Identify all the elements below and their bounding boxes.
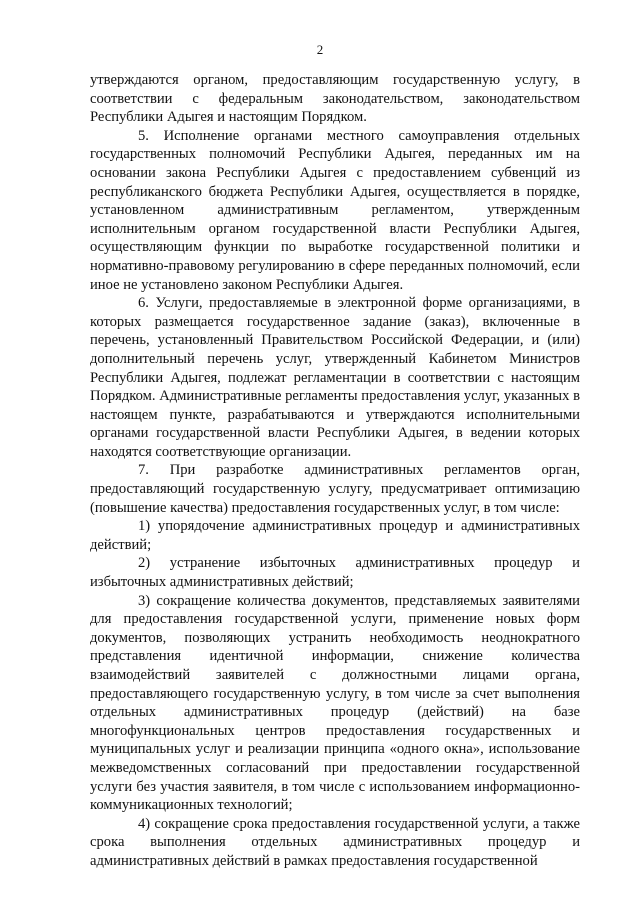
paragraph-continuation: утверждаются органом, предоставляющим государственную услугу, в соответствии с федеральным законодательством, законодательством Республики Адыгея и настоящим Порядком. <box>90 72 580 126</box>
paragraph-item-7: 7. При разработке административных регламентов орган, предоставляющий государственную услугу, предусматривает оптимизацию (повышение качества) предоставления государственных услуг, в том числе: <box>90 462 580 516</box>
list-item-3: 3) сокращение количества документов, представляемых заявителями для предоставления государственной услуги, применение новых форм документов, позволяющих устранить необходимость неоднократного представления идентичной информации, снижение количества взаимодействий заявителей с должностными лицами органа, предоставляющего государственную услугу, в том числе за счет выполнения отдельных административных процедур (действий) на базе многофункциональных центров предоставления государственных и муниципальных услуг и реализации принципа «одного окна», использование межведомственных согласований при предоставлении государственной услуги без участия заявителя, в том числе с использованием информационно-коммуникационных технологий; <box>90 592 580 814</box>
page-number: 2 <box>316 42 324 57</box>
paragraph-item-6: 6. Услуги, предоставляемые в электронной форме организациями, в которых размещается государственное задание (заказ), включенные в перечень, установленный Правительством Российской Федерации, и (или) дополнительный перечень услуг, утвержденный Кабинетом Министров Республики Адыгея, подлежат регламентации в соответствии с настоящим Порядком. Административные регламенты предоставления услуг, указанных в настоящем пункте, разрабатываются и утверждаются исполнительными органами государственной власти Республики Адыгея, в ведении которых находятся соответствующие организации. <box>90 295 580 460</box>
list-item-2: 2) устранение избыточных административных процедур и избыточных административных действий; <box>90 555 580 591</box>
document-body <box>90 71 580 871</box>
paragraph-item-5: 5. Исполнение органами местного самоуправления отдельных государственных полномочий Республики Адыгея, переданных им на основании закона Республики Адыгея с предоставлением субвенций из республиканского бюджета Республики Адыгея, осуществляется в порядке, установленном административным регламентом, утвержденным исполнительным органом государственной власти Республики Адыгея, осуществляющим функции по выработке государственной политики и нормативно-правовому регулированию в сфере переданных полномочий, если иное не установлено законом Республики Адыгея. <box>90 127 580 293</box>
list-item-4: 4) сокращение срока предоставления государственной услуги, а также срока выполнения отдельных административных процедур и административных действий в рамках предоставления государственной <box>90 815 580 869</box>
list-item-1: 1) упорядочение административных процедур и административных действий; <box>90 518 580 553</box>
